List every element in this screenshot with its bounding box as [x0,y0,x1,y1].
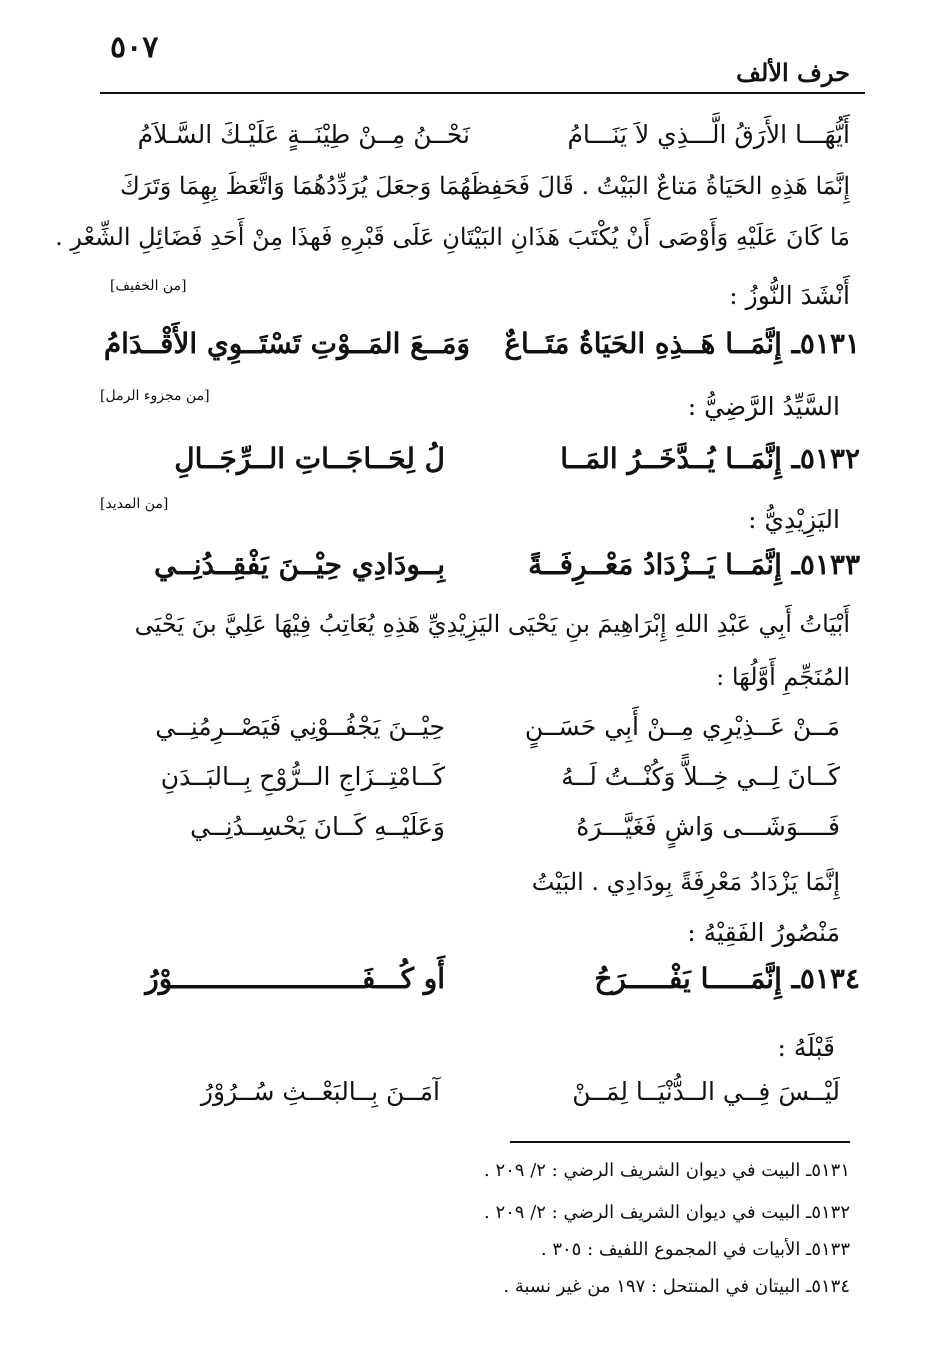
poem-second-hemistich: كَــامْتِــزَاجِ الــرُّوْحِ بِــالبَــدَنِ [160,762,445,791]
attribution-line: المُنَجِّمِ أَوَّلُهَا : [716,663,850,691]
verse-first-hemistich: ٥١٣٢ـ إِنَّمَــا يُــدَّخَــرُ المَــا [560,442,860,475]
poet-intro: اليَزِيْدِيُّ : [748,505,840,534]
poem-last-line: إِنَّمَا يَزْدَادُ مَعْرِفَةً بِودَادِي . البَيْتُ [531,868,840,896]
verse-first-hemistich: ٥١٣٤ـ إِنَّمَـــــا يَفْـــــرَحُ [594,962,860,995]
poet-intro: أَنْشَدَ النُّوزُ : [729,281,850,310]
meter-tag: [من الخفيف] [110,278,187,294]
poet-intro: مَنْصُورُ الفَقِيْهُ : [687,918,840,947]
footnote: ٥١٣٢ـ البيت في ديوان الشريف الرضي : ٢/ ٢٠٩ . [484,1202,850,1223]
verse-first-hemistich: لَيْــسَ فِــي الــدُّنْيَــا لِمَــنْ [572,1077,840,1106]
meter-tag: [من المديد] [100,496,169,512]
header-rule [100,92,865,94]
verse-second-hemistich: بِــودَادِي حِيْــنَ يَفْقِــدُنِــي [153,548,445,581]
attribution-line: أَبْيَاتُ أَبِي عَبْدِ اللهِ إِبْرَاهِيمَ بنِ يَحْيَى اليَزِيْدِيِّ هَذِهِ يُعَاتِبُ فِيْهَا عَلِيَّ بنَ يَحْيَى [134,610,850,638]
poem-first-hemistich: فَــــوَشَـــى وَاشٍ فَغَيَّـــرَهُ [576,812,840,841]
verse-second-hemistich: أَو كُـــفَـــــــــــــــــــــــوْرُ [145,962,445,995]
verse-second-hemistich: آمَــنَ بِــالبَعْــثِ سُــرُوْرُ [200,1077,440,1106]
poet-intro: قَبْلَهُ : [777,1033,835,1062]
poet-intro: السَّيِّدُ الرَّضِيُّ : [687,392,840,421]
poem-first-hemistich: مَــنْ عَــذِيْرِي مِــنْ أَبِي حَسَــنٍ [524,712,840,741]
prose-line: مَا كَانَ عَلَيْهِ وَأَوْصَى أَنْ يُكْتَبَ هَذَانِ البَيْتَانِ عَلَى قَبْرِهِ فَهذَا مِنْ أَحَدِ فَضَائِلِ الشِّعْرِ . [55,223,850,251]
verse-second-hemistich: وَمَــعَ المَــوْتِ تَسْتَــوِي الأَقْــدَامُ [103,327,470,360]
footnote: ٥١٣٤ـ البيتان في المنتحل : ١٩٧ من غير نسبة . [503,1276,850,1297]
footnote: ٥١٣١ـ البيت في ديوان الشريف الرضي : ٢/ ٢٠٩ . [484,1160,850,1181]
poem-second-hemistich: وَعَلَيْــهِ كَــانَ يَحْسِــدُنِــي [190,812,445,841]
poem-first-hemistich: كَــانَ لِــي خِــلاًّ وَكُنْــتُ لَــهُ [561,762,840,791]
footnote-rule [510,1141,850,1143]
verse-second-hemistich: نَحْــنُ مِــنْ طِيْنَــةٍ عَلَيْـكَ السَّـلاَمُ [137,120,470,149]
verse-first-hemistich: ٥١٣٣ـ إِنَّمَــا يَــزْدَادُ مَعْــرِفَــةً [528,548,860,581]
meter-tag: [من مجزوء الرمل] [100,388,210,404]
poem-second-hemistich: حِيْــنَ يَجْفُــوْنِي فَيَصْــرِمُنِــي [155,712,445,741]
page-number: ٥٠٧ [110,30,159,65]
verse-first-hemistich: أَيُّهَـــا الأَرَقُ الَّـــذِي لاَ يَنَـــامُ [567,120,850,149]
verse-first-hemistich: ٥١٣١ـ إِنَّمَــا هَــذِهِ الحَيَاةُ مَتَــاعٌ [504,327,860,360]
section-title: حرف الألف [736,58,850,87]
prose-line: إِنَّمَا هَذِهِ الحَيَاةُ مَتاعٌ البَيْتُ . قَالَ فَحَفِظَهُمَا وَجعَلَ يُرَدِّدُهُمَا وَاتَّعَظَ بِهِمَا وَتَرَكَ [119,172,850,200]
verse-second-hemistich: لُ لِحَــاجَــاتِ الــرِّجَــالِ [174,442,445,475]
footnote: ٥١٣٣ـ الأبيات في المجموع اللفيف : ٣٠٥ . [540,1239,850,1260]
